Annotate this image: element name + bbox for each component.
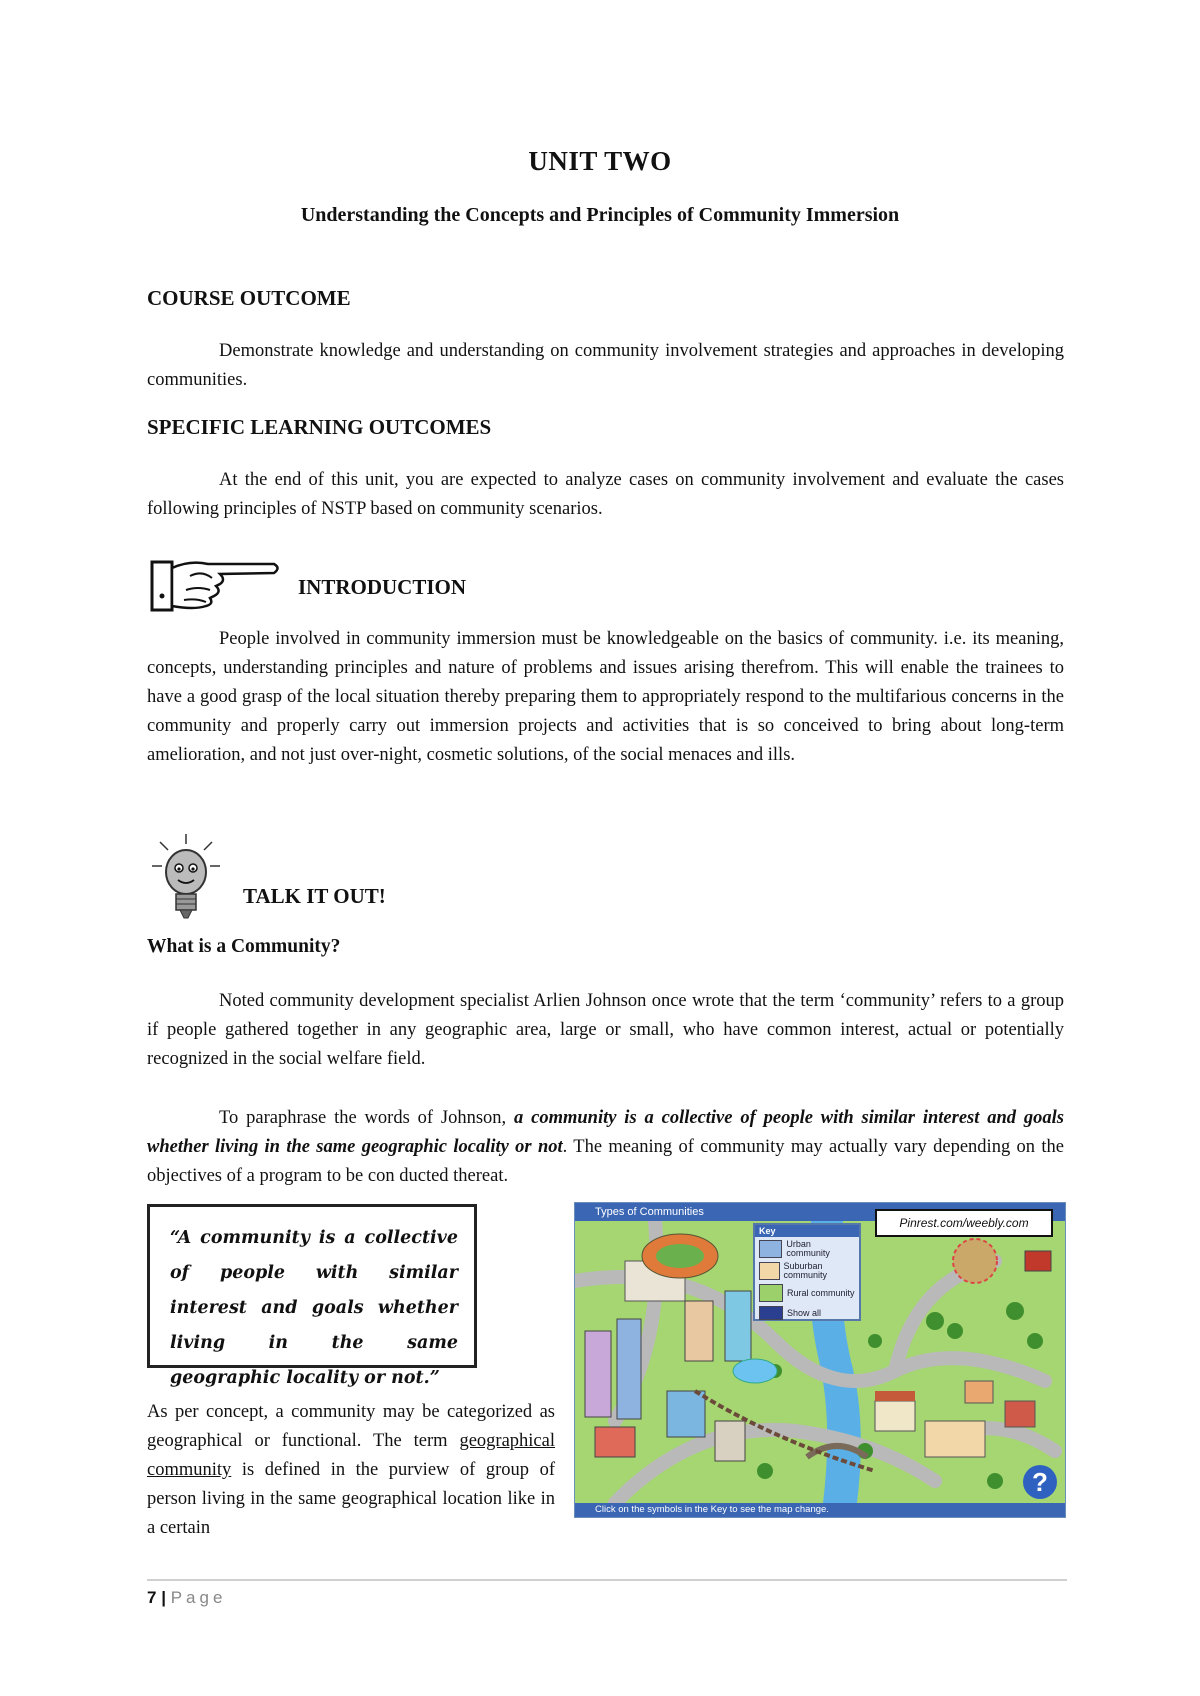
pointing-hand-icon — [150, 556, 282, 616]
geographical-community-term: geographical community — [147, 1431, 555, 1480]
talk-it-out-heading: TALK IT OUT! — [243, 884, 386, 908]
key-title: Key — [755, 1225, 859, 1237]
course-outcome-text: Demonstrate knowledge and understanding on community involvement strategies and approaches in developing communities. — [147, 341, 1064, 390]
lightbulb-icon — [150, 832, 222, 926]
community-question: What is a Community? — [147, 936, 341, 957]
key-item-rural[interactable]: Rural community — [759, 1284, 855, 1302]
page-label: Page — [170, 1588, 227, 1607]
specific-outcomes-heading: SPECIFIC LEARNING OUTCOMES — [147, 415, 492, 439]
key-item-show-all[interactable]: Show all — [759, 1306, 855, 1320]
introduction-text: People involved in community immersion must be knowledgeable on the basics of community. i.e. its meaning, concepts, understanding principles and nature of problems and issues arising therefrom. This will enable the trainees to have a good grasp of the local situation thereby preparing them to appropriately respond to the multifarious concerns in the community and properly carry out immersion projects and activities that is so conceived to bring about long-term amelioration, and not just over-night, cosmetic solutions, of the social menaces and ills. — [147, 629, 1064, 765]
footer-separator: | — [161, 1588, 166, 1607]
figure-instruction-bar: Click on the symbols in the Key to see the map change. — [575, 1503, 1065, 1517]
figure-title-bar: Types of Communities — [575, 1203, 1065, 1221]
image-credit: Pinrest.com/weebly.com — [875, 1209, 1053, 1237]
key-item-suburban[interactable]: Suburban community — [759, 1262, 855, 1280]
introduction-heading: INTRODUCTION — [298, 575, 467, 599]
specific-outcomes-text: At the end of this unit, you are expected to analyze cases on community involvement and evaluate the cases following principles of NSTP based on community scenarios. — [147, 470, 1064, 519]
key-item-urban[interactable]: Urban community — [759, 1240, 855, 1258]
page-footer — [147, 1588, 226, 1608]
concept-paragraph: As per concept, a community may be categorized as geographical or functional. The term geographical community is defined in the purview of group of person living in the same geographical location like in a certain — [147, 1402, 555, 1538]
unit-title: UNIT TWO — [528, 146, 672, 176]
page-number: 7 — [147, 1588, 157, 1607]
johnson-paragraph: Noted community development specialist Arlien Johnson once wrote that the term ‘community’ refers to a group if people gathered together in any geographic area, large or small, who have common interest, actual or potentially recognized in the social welfare field. — [147, 991, 1064, 1069]
course-outcome-heading: COURSE OUTCOME — [147, 286, 351, 310]
help-icon[interactable]: ? — [1023, 1465, 1057, 1499]
community-quote-box: “A community is a collective of people with similar interest and goals whether living in the same geographic locality or not.” — [147, 1204, 477, 1368]
unit-subtitle: Understanding the Concepts and Principles of Community Immersion — [300, 204, 900, 226]
paraphrase-paragraph: To paraphrase the words of Johnson, a community is a collective of people with similar interest and goals whether living in the same geographic locality or not. The meaning of community may actually vary depending on the objectives of a program to be con ducted thereat. — [147, 1108, 1064, 1186]
types-of-communities-figure — [574, 1202, 1066, 1518]
map-key-panel[interactable] — [753, 1223, 861, 1321]
footer-divider — [147, 1579, 1067, 1581]
